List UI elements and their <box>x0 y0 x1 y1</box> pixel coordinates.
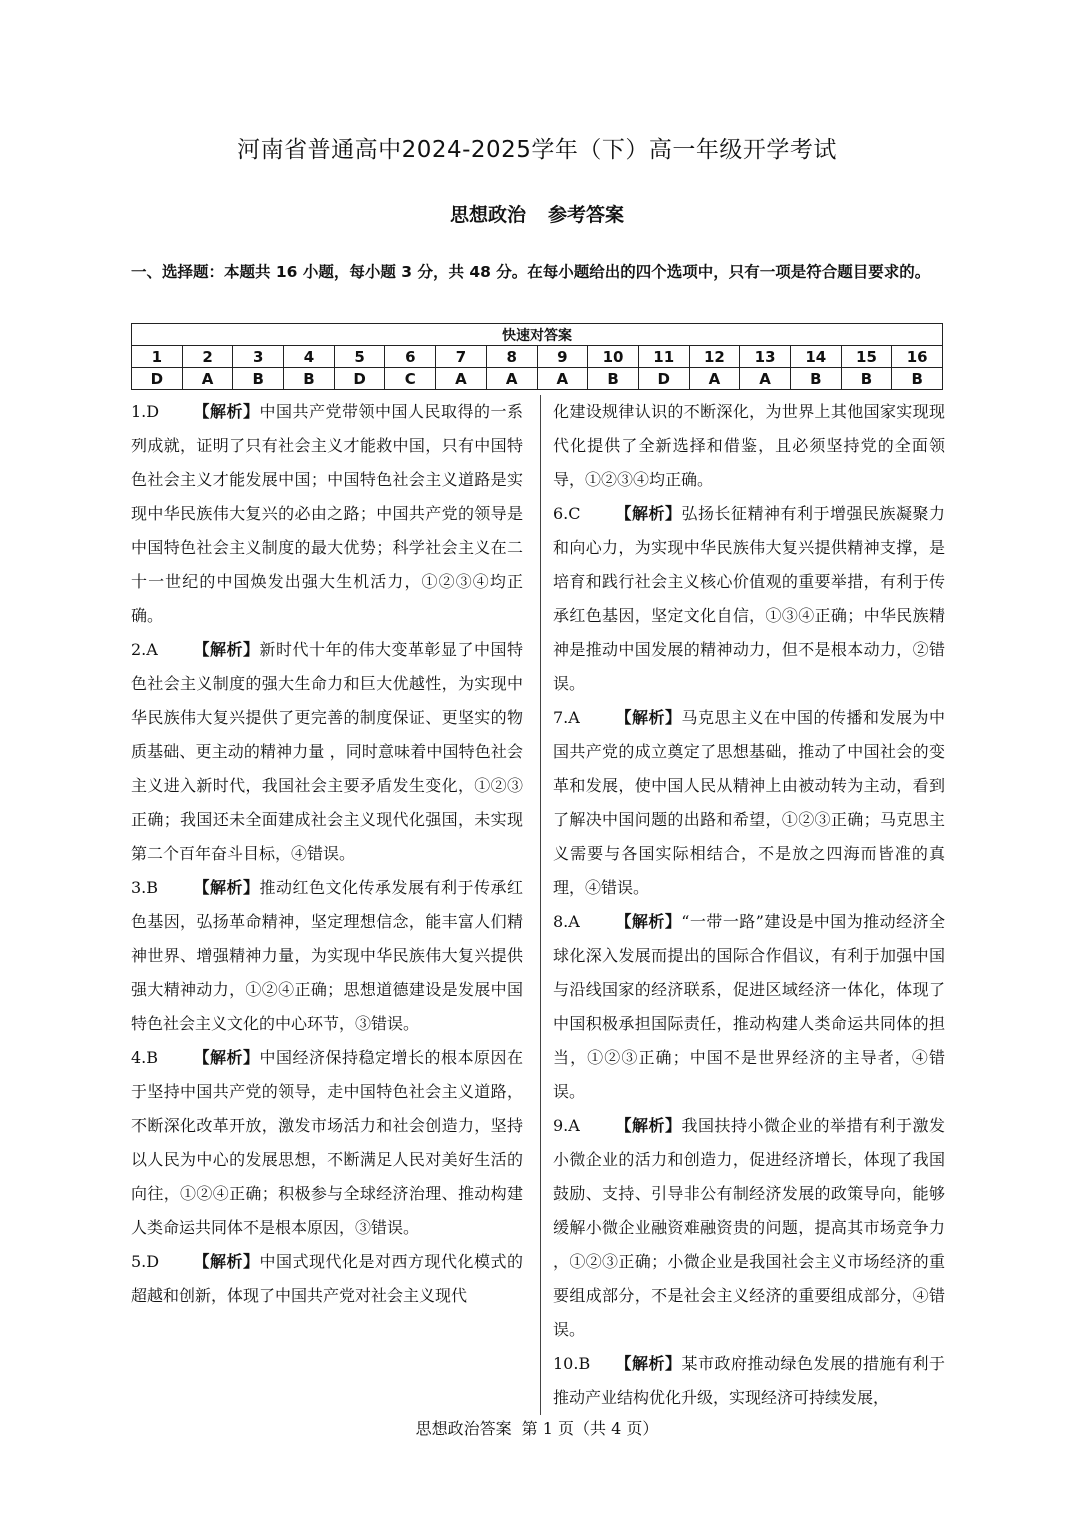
question-answer-number: 6.C <box>553 504 581 523</box>
analysis-tag: 【解析】 <box>193 640 260 659</box>
answer-explanation <box>131 871 523 1041</box>
explanation-text: 马克思主义在中国的传播和发展为中国共产党的成立奠定了思想基础，推动了中国社会的变革和发展，使中国人民从精神上由被动转为主动，看到了解决中国问题的出路和希望，①②③正确；马克思主义需要与各国实际相结合，不是放之四海而皆准的真理，④错误。 <box>553 708 945 897</box>
page-footer <box>0 1416 1074 1439</box>
answer-label: 参考答案 <box>548 204 625 226</box>
question-answer-number: 5.D <box>131 1252 160 1271</box>
explanation-text: 中国经济保持稳定增长的根本原因在于坚持中国共产党的领导，走中国特色社会主义道路，不断深化改革开放，激发市场活力和社会创造力，坚持以人民为中心的发展思想，不断满足人民对美好生活的向往，①②④正确；积极参与全球经济治理、推动构建人类命运共同体不是根本原因，③错误。 <box>131 1048 523 1237</box>
question-number-cell: 9 <box>537 346 588 368</box>
answer-explanation <box>131 395 523 633</box>
answer-cell: A <box>486 368 537 390</box>
right-column <box>553 395 945 1415</box>
footer-label: 思想政治答案 <box>415 1419 512 1438</box>
analysis-tag: 【解析】 <box>193 1252 260 1271</box>
answer-cell: A <box>689 368 740 390</box>
answer-explanation <box>553 1109 945 1347</box>
question-answer-number: 10.B <box>553 1354 591 1373</box>
page-subtitle <box>0 200 1074 227</box>
quick-answer-table <box>131 323 943 390</box>
explanation-text: 我国扶持小微企业的举措有利于激发小微企业的活力和创造力，促进经济增长，体现了我国鼓励、支持、引导非公有制经济发展的政策导向，能够缓解小微企业融资难融资贵的问题，提高其市场竞争力 ，①②③正确；小微企业是我国社会主义市场经济的重要组成部分，不是社会主义经济的重要组成部分，④错误。 <box>553 1116 945 1339</box>
analysis-tag: 【解析】 <box>193 402 260 421</box>
answer-cell: B <box>841 368 892 390</box>
question-number-cell: 7 <box>436 346 487 368</box>
answer-cell: B <box>892 368 943 390</box>
question-number-cell: 11 <box>638 346 689 368</box>
answer-cell: B <box>588 368 639 390</box>
explanation-text: 新时代十年的伟大变革彰显了中国特色社会主义制度的强大生命力和巨大优越性，为实现中华民族伟大复兴提供了更完善的制度保证、更坚实的物质基础、更主动的精神力量 ，同时意味着中国特色社会主义进入新时代，我国社会主要矛盾发生变化，①②③正确；我国还未全面建成社会主义现代化强国，未实现第二个百年奋斗目标，④错误。 <box>131 640 523 863</box>
answer-cell: B <box>790 368 841 390</box>
analysis-tag: 【解析】 <box>193 878 260 897</box>
question-number-cell: 5 <box>334 346 385 368</box>
analysis-tag: 【解析】 <box>615 504 682 523</box>
column-divider <box>540 395 541 1415</box>
page-title: 河南省普通高中2024-2025学年（下）高一年级开学考试 <box>237 137 837 163</box>
question-answer-number: 1.D <box>131 402 160 421</box>
explanation-text: 化建设规律认识的不断深化，为世界上其他国家实现现代化提供了全新选择和借鉴，且必须坚持党的全面领导，①②③④均正确。 <box>553 402 945 489</box>
answer-cell: A <box>436 368 487 390</box>
analysis-tag: 【解析】 <box>615 708 682 727</box>
question-number-cell: 8 <box>486 346 537 368</box>
answer-explanation <box>553 395 945 497</box>
answer-cell: A <box>740 368 791 390</box>
page-number: 第 1 页（共 4 页） <box>521 1419 659 1438</box>
analysis-tag: 【解析】 <box>615 1354 682 1373</box>
question-number-row <box>132 346 943 368</box>
question-answer-number: 3.B <box>131 878 159 897</box>
question-number-cell: 15 <box>841 346 892 368</box>
answer-explanation <box>553 1347 945 1415</box>
question-answer-number: 2.A <box>131 640 158 659</box>
answer-cell: B <box>233 368 284 390</box>
question-number-cell: 12 <box>689 346 740 368</box>
question-answer-number: 4.B <box>131 1048 159 1067</box>
question-answer-number: 9.A <box>553 1116 580 1135</box>
answer-cell: B <box>284 368 335 390</box>
explanation-text: 弘扬长征精神有利于增强民族凝聚力和向心力，为实现中华民族伟大复兴提供精神支撑，是培育和践行社会主义核心价值观的重要举措，有利于传承红色基因，坚定文化自信，①③④正确；中华民族精神是推动中国发展的精神动力，但不是根本动力，②错误。 <box>553 504 945 693</box>
question-number-cell: 14 <box>790 346 841 368</box>
question-number-cell: 1 <box>132 346 183 368</box>
answer-explanation <box>553 701 945 905</box>
question-number-cell: 10 <box>588 346 639 368</box>
question-number-cell: 6 <box>385 346 436 368</box>
subject-label: 思想政治 <box>449 204 526 226</box>
explanation-text: 某市政府推动绿色发展的措施有利于推动产业结构优化升级，实现经济可持续发展， <box>553 1354 945 1407</box>
answer-cell: A <box>537 368 588 390</box>
answer-cell: D <box>132 368 183 390</box>
answer-cell: A <box>182 368 233 390</box>
question-answer-number: 8.A <box>553 912 580 931</box>
question-number-cell: 16 <box>892 346 943 368</box>
answer-explanation <box>131 1041 523 1245</box>
question-number-cell: 2 <box>182 346 233 368</box>
answer-row <box>132 368 943 390</box>
answer-cell: D <box>638 368 689 390</box>
explanation-text: 中国式现代化是对西方现代化模式的超越和创新，体现了中国共产党对社会主义现代 <box>131 1252 523 1305</box>
answer-explanation <box>553 497 945 701</box>
question-answer-number: 7.A <box>553 708 580 727</box>
quick-answer-caption: 快速对答案 <box>132 324 943 346</box>
answer-explanation <box>131 1245 523 1313</box>
answer-cell: C <box>385 368 436 390</box>
question-number-cell: 4 <box>284 346 335 368</box>
analysis-tag: 【解析】 <box>193 1048 260 1067</box>
answer-cell: D <box>334 368 385 390</box>
section-instructions: 一、选择题：本题共 16 小题，每小题 3 分，共 48 分。在每小题给出的四个选项中，只有一项是符合题目要求的。 <box>131 263 931 281</box>
answer-explanation <box>553 905 945 1109</box>
question-number-cell: 3 <box>233 346 284 368</box>
explanation-text: “一带一路”建设是中国为推动经济全球化深入发展而提出的国际合作倡议，有利于加强中国与沿线国家的经济联系，促进区域经济一体化，体现了中国积极承担国际责任，推动构建人类命运共同体的担当，①②③正确；中国不是世界经济的主导者，④错误。 <box>553 912 945 1101</box>
answer-explanation <box>131 633 523 871</box>
analysis-tag: 【解析】 <box>615 1116 682 1135</box>
explanation-text: 中国共产党带领中国人民取得的一系列成就，证明了只有社会主义才能救中国，只有中国特色社会主义才能发展中国；中国特色社会主义道路是实现中华民族伟大复兴的必由之路；中国共产党的领导是中国特色社会主义制度的最大优势；科学社会主义在二十一世纪的中国焕发出强大生机活力，①②③④均正确。 <box>131 402 523 625</box>
question-number-cell: 13 <box>740 346 791 368</box>
analysis-tag: 【解析】 <box>615 912 682 931</box>
left-column <box>131 395 523 1313</box>
explanation-text: 推动红色文化传承发展有利于传承红色基因，弘扬革命精神，坚定理想信念，能丰富人们精神世界、增强精神力量，为实现中华民族伟大复兴提供强大精神动力，①②④正确；思想道德建设是发展中国特色社会主义文化的中心环节，③错误。 <box>131 878 523 1033</box>
